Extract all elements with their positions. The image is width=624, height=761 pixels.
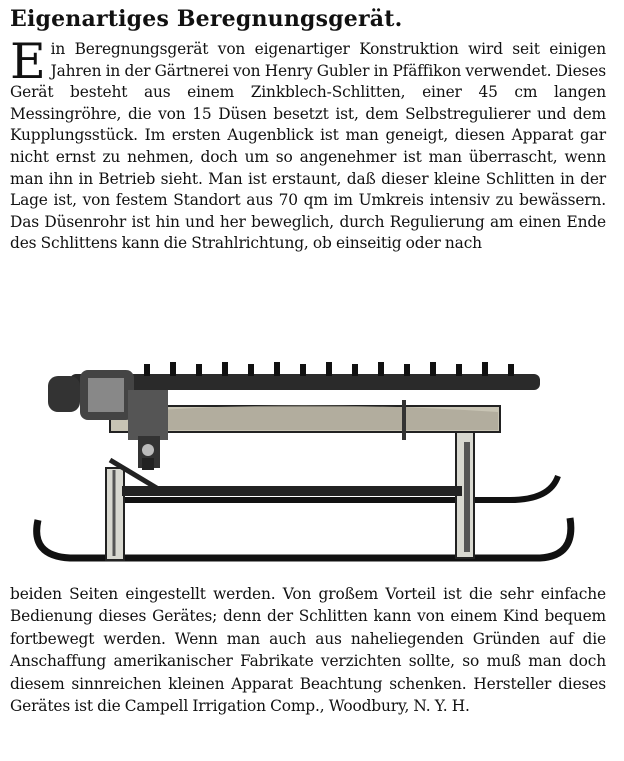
article [10,6,606,255]
sled-sprinkler-illustration [10,350,606,568]
paragraph-1-text: in Beregnungsgerät von eigenartiger Konstruktion wird seit einigen Jahren in der Gärtnerei von Henry Gubler in Pfäffikon verwendet. Dieses Gerät besteht aus einem Zinkblech-Schlitten, einer 45 cm langen Messingröhre, die von 15 Düsen besetzt ist, dem Selbstregulierer und dem Kupplungsstück. Im ersten Augenblick ist man geneigt, diesen Apparat gar nicht ernst zu nehmen, doch um so angenehmer ist man überrascht, wenn man ihn in Betrieb sieht. Man ist erstaunt, daß dieser kleine Schlitten in der Lage ist, von festem Standort aus 70 qm im Umkreis intensiv zu bewässern. Das Düsenrohr ist hin und her beweglich, durch Regulierung am einen Ende des Schlittens kann die Strahlrichtung, ob einseitig oder nach [10,40,606,253]
sprinkler-sled-photo [10,350,606,568]
article-title: Eigenartiges Beregnungsgerät. [10,6,403,32]
article-paragraph-2: beiden Seiten eingestellt werden. Von großem Vorteil ist die sehr einfache Bedienung dieses Gerätes; denn der Schlitten kann von einem Kind bequem fortbewegt werden. Wenn man auch aus naheliegenden Gründen auf die Anschaffung amerikanischer Fabrikate verzichten sollte, so muß man doch diesem sinnreichen kleinen Apparat Beachtung schenken. Hersteller dieses Gerätes ist die Campell Irrigation Comp., Woodbury, N. Y. H. [10,585,606,716]
article-paragraph-1 [10,33,606,255]
drop-cap: E [10,33,46,90]
